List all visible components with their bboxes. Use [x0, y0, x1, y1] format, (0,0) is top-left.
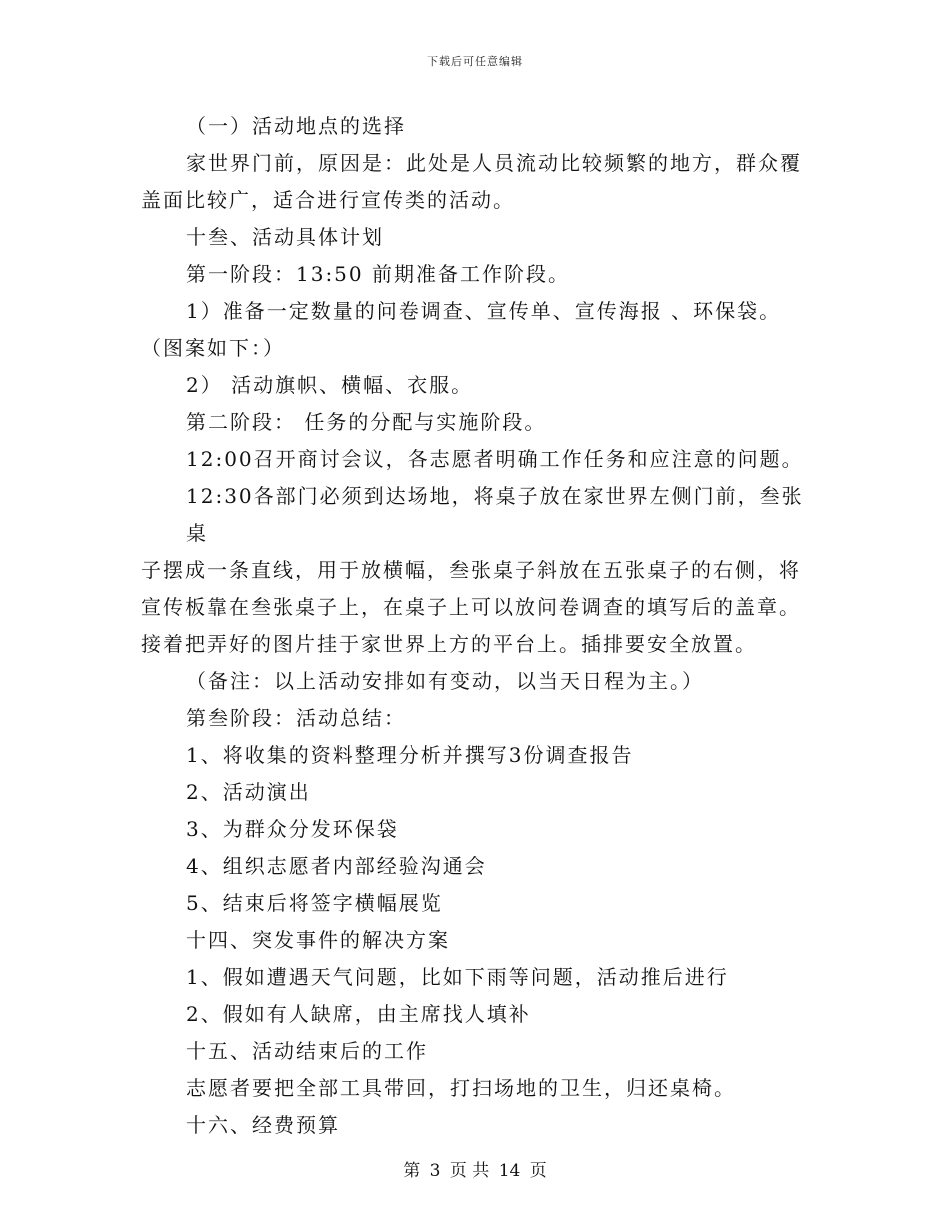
paragraph-line: 十叁、活动具体计划 [186, 225, 384, 249]
page-header: 下载后可任意编辑 [427, 55, 523, 68]
paragraph-line: 第叁阶段：活动总结： [186, 706, 406, 730]
paragraph-line: 12:00召开商讨会议，各志愿者明确工作任务和应注意的问题。 [186, 447, 804, 471]
list-item: 5、结束后将签字横幅展览 [186, 891, 443, 915]
paragraph-line: 宣传板靠在叁张桌子上，在桌子上可以放问卷调查的填写后的盖章。 [141, 595, 801, 619]
section-heading: 十六、经费预算 [186, 1113, 340, 1137]
paragraph-line: 家世界门前，原因是：此处是人员流动比较频繁的地方，群众覆 [186, 151, 802, 175]
list-item: 3、为群众分发环保袋 [186, 817, 399, 841]
footer-suffix: 页 [529, 1161, 547, 1181]
paragraph-line: 2） 活动旗帜、横幅、衣服。 [186, 373, 474, 397]
page-number: 3 [429, 1161, 441, 1181]
list-item: 1、假如遭遇天气问题，比如下雨等问题，活动推后进行 [186, 965, 729, 989]
section-heading: 十五、活动结束后的工作 [186, 1039, 428, 1063]
paragraph-line: 第一阶段：13:50 前期准备工作阶段。 [186, 262, 570, 286]
paragraph-line: 志愿者要把全部工具带回，打扫场地的卫生，归还桌椅。 [186, 1076, 736, 1100]
paragraph-line: 接着把弄好的图片挂于家世界上方的平台上。插排要安全放置。 [141, 632, 757, 656]
footer-mid: 页 共 [449, 1161, 490, 1181]
list-item: 2、活动演出 [186, 780, 311, 804]
paragraph-line: （图案如下：） [141, 336, 285, 360]
footer-prefix: 第 [403, 1161, 421, 1181]
list-item: 2、假如有人缺席，由主席找人填补 [186, 1002, 531, 1026]
total-pages: 14 [498, 1161, 521, 1181]
list-item: 1、将收集的资料整理分析并撰写3份调查报告 [186, 743, 634, 767]
paragraph-line: 12:30各部门必须到达场地，将桌子放在家世界左侧门前，叁张桌 [186, 484, 804, 545]
document-body [141, 108, 821, 1144]
paragraph-line: （备注：以上活动安排如有变动，以当天日程为主。） [186, 669, 704, 693]
paragraph-line: 子摆成一条直线，用于放横幅，叁张桌子斜放在五张桌子的右侧，将 [141, 558, 801, 582]
paragraph-line: 1）准备一定数量的问卷调查、宣传单、宣传海报 、环保袋。 [186, 299, 782, 323]
list-item: 4、组织志愿者内部经验沟通会 [186, 854, 487, 878]
page-footer [0, 1156, 950, 1181]
section-heading: 十四、突发事件的解决方案 [186, 928, 450, 952]
paragraph-line: 第二阶段： 任务的分配与实施阶段。 [186, 410, 547, 434]
paragraph-line: （一）活动地点的选择 [186, 114, 406, 138]
paragraph-line: 盖面比较广，适合进行宣传类的活动。 [141, 188, 515, 212]
